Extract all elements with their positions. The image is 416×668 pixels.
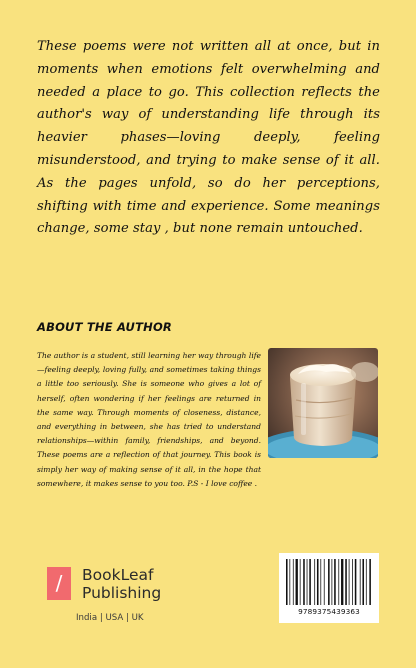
about-author-text: The author is a student, still learning her way through life—feeling deeply, loving fully, and sometimes taking things a little too seriously. She is someone who gives a lot of herself, often wondering if her feelings are returned in the same way. Through moments of closeness, distance, and everything in between, she has tried to understand relationships—within family, friendships, and beyond. These poems are a reflection of that journey. This book is simply her way of making sense of it all, in the hope that somewhere, it makes sense to you too. P.S - I love coffee . (37, 351, 261, 488)
barcode-bar (369, 559, 371, 605)
barcode-bar (345, 559, 347, 605)
barcode-bar (360, 559, 361, 605)
barcode-bar (366, 559, 367, 605)
back-cover-blurb: These poems were not written all at once, but in moments when emotions felt overwhelming and needed a place to go. This collection reflects the author's way of understanding life through its heavier phases—loving deeply, feeling misunderstood, and trying to make sense of it all. As the pages unfold, so do her perceptions, shifting with time and experience. Some meanings change, some stay , but none remain untouched. (37, 39, 380, 237)
publisher-mark-icon: / (47, 567, 71, 600)
publisher-name-line2: Publishing (82, 584, 162, 602)
barcode-bar (328, 559, 330, 605)
publisher-locations: India | USA | UK (76, 613, 144, 623)
barcode-bar (307, 559, 308, 605)
barcode-bar (320, 559, 321, 605)
coffee-glass-icon (268, 348, 378, 458)
barcode-bar (334, 559, 336, 605)
barcode-bar (286, 559, 288, 605)
about-author-heading: ABOUT THE AUTHOR (37, 320, 172, 334)
barcode-bar (303, 559, 305, 605)
publisher-name-line1: BookLeaf (82, 566, 154, 584)
barcode-bar (341, 559, 343, 605)
barcode-bar (314, 559, 315, 605)
barcode-bar (362, 559, 364, 605)
barcode-bar (338, 559, 339, 605)
barcode-bar (296, 559, 298, 605)
barcode-bar (289, 559, 290, 605)
isbn-barcode (279, 553, 379, 623)
isbn-number: 9789375439363 (298, 607, 360, 616)
barcode-bar (352, 559, 353, 605)
barcode-icon (285, 559, 373, 605)
barcode-bar (324, 559, 325, 605)
barcode-bar (349, 559, 350, 605)
publisher-name (82, 566, 161, 602)
publisher-logo (47, 567, 187, 627)
barcode-bar (317, 559, 319, 605)
barcode-bar (300, 559, 301, 605)
barcode-bar (332, 559, 333, 605)
barcode-bar (293, 559, 294, 605)
barcode-bar (355, 559, 357, 605)
coffee-glass-photo (268, 348, 378, 458)
barcode-bar (309, 559, 311, 605)
